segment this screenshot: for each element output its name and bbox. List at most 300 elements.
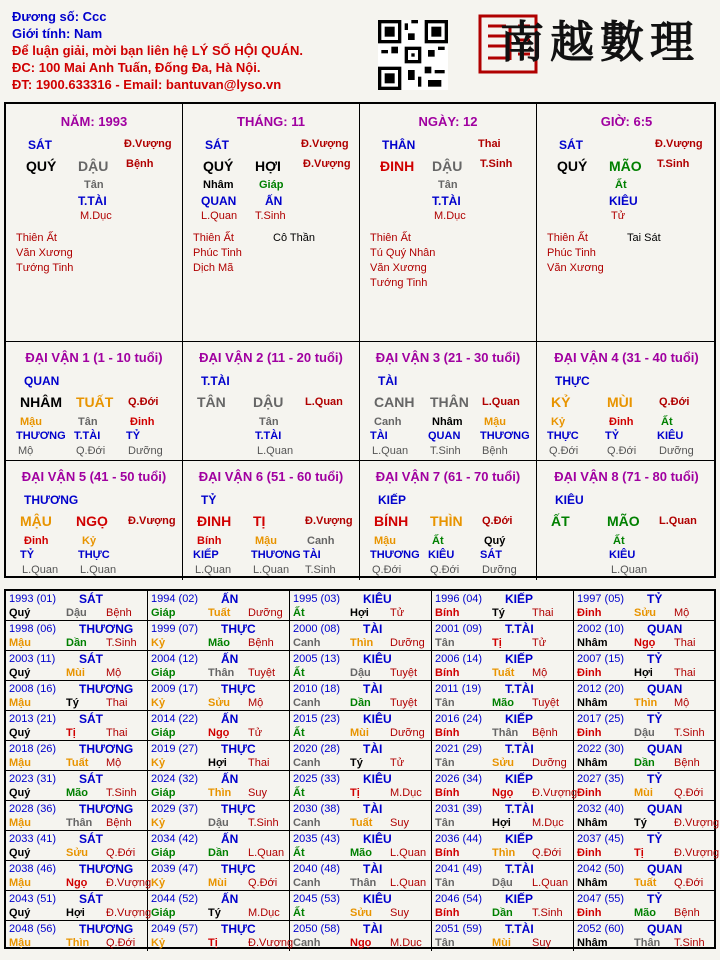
year-stem: Tân xyxy=(435,937,455,949)
year-stage: L.Quan xyxy=(248,847,285,859)
year-stem: Kỷ xyxy=(151,817,166,829)
year-label: 2033 (41) xyxy=(9,833,57,845)
luck-hidden-stage: Dưỡng xyxy=(659,445,694,457)
year-stage: Q.Đới xyxy=(674,877,704,889)
luck-title: ĐẠI VẬN 3 (21 - 30 tuổi) xyxy=(375,350,521,365)
luck-hidden-stage: Mộ xyxy=(18,445,34,457)
year-branch: Mão xyxy=(66,787,88,799)
year-label: 2046 (54) xyxy=(435,893,483,905)
year-stage: M.Dục xyxy=(532,817,564,829)
year-branch: Tý xyxy=(350,757,363,769)
pillar-branch: HỢI xyxy=(255,158,281,174)
pillar-title: THÁNG: 11 xyxy=(237,114,305,129)
year-star: KIÊU xyxy=(363,712,392,726)
pillar-branch: DẬU xyxy=(432,158,463,174)
year-stage: Đ.Vượng xyxy=(532,787,578,799)
year-branch: Tị xyxy=(350,787,360,799)
gender-line: Giới tính: Nam xyxy=(12,26,103,41)
year-branch: Dậu xyxy=(350,667,371,679)
year-label: 2034 (42) xyxy=(151,833,199,845)
year-cell xyxy=(432,771,578,801)
luck-period-2 xyxy=(183,342,360,461)
year-label: 2001 (09) xyxy=(435,623,483,635)
year-stem: Ất xyxy=(293,607,305,619)
luck-hidden-stage: L.Quan xyxy=(372,445,409,457)
year-stem: Canh xyxy=(293,817,321,829)
year-stem: Đinh xyxy=(577,607,602,619)
year-label: 2044 (52) xyxy=(151,893,199,905)
year-label: 2014 (22) xyxy=(151,713,199,725)
year-star: ẤN xyxy=(221,892,239,906)
year-star: THƯƠNG xyxy=(79,682,134,696)
shen-sha-left: Văn Xương xyxy=(370,262,427,274)
year-stage: Bệnh xyxy=(674,757,700,769)
year-star: TỶ xyxy=(647,772,663,786)
luck-hidden-star: KIÊU xyxy=(428,549,455,561)
year-cell xyxy=(432,891,574,921)
luck-hidden-star: TỶ xyxy=(126,430,141,442)
year-star: TÀI xyxy=(363,862,383,876)
luck-hidden-stem: Mậu xyxy=(255,535,277,547)
year-branch: Mão xyxy=(492,697,514,709)
year-branch: Tý xyxy=(492,607,505,619)
year-star: THỰC xyxy=(221,622,256,636)
year-stage: Suy xyxy=(532,937,551,949)
year-cell xyxy=(6,891,152,921)
luck-period-8 xyxy=(537,461,716,580)
address-line: ĐC: 100 Mai Anh Tuấn, Đống Đa, Hà Nội. xyxy=(12,60,261,75)
shen-sha-left: Văn Xương xyxy=(16,247,73,259)
luck-hidden-stage: L.Quan xyxy=(22,564,59,576)
year-cell xyxy=(574,681,714,711)
luck-star: T.TÀI xyxy=(201,374,230,388)
year-stem: Tân xyxy=(435,757,455,769)
year-stem: Đinh xyxy=(577,787,602,799)
year-cell xyxy=(432,741,574,771)
luck-hidden-stage: L.Quan xyxy=(253,564,290,576)
year-branch: Dậu xyxy=(634,727,655,739)
year-stem: Ất xyxy=(293,727,305,739)
year-label: 1996 (04) xyxy=(435,593,483,605)
year-branch: Tuất xyxy=(492,667,515,679)
year-label: 2013 (21) xyxy=(9,713,57,725)
year-cell xyxy=(148,591,290,621)
pillar-star: THÂN xyxy=(382,138,416,152)
year-cell xyxy=(290,771,432,801)
year-stage: Bệnh xyxy=(674,907,700,919)
year-branch: Mùi xyxy=(66,667,85,679)
year-stage: Thai xyxy=(248,757,270,769)
year-cell xyxy=(290,621,432,651)
year-stage: Dưỡng xyxy=(532,757,567,769)
luck-hidden-stage: Q.Đới xyxy=(430,564,460,576)
luck-title: ĐẠI VẬN 2 (11 - 20 tuổi) xyxy=(199,350,343,365)
year-label: 2036 (44) xyxy=(435,833,483,845)
year-stage: Q.Đới xyxy=(106,847,136,859)
year-cell xyxy=(148,711,290,741)
year-cell xyxy=(148,921,294,951)
luck-hidden-stage: Q.Đới xyxy=(607,445,637,457)
year-star: T.TÀI xyxy=(505,742,534,756)
year-cell xyxy=(6,651,148,681)
year-star: QUAN xyxy=(647,802,683,816)
year-branch: Sửu xyxy=(492,757,515,769)
luck-hidden-stage: Dưỡng xyxy=(128,445,163,457)
year-branch: Mùi xyxy=(350,727,369,739)
luck-stage: Đ.Vượng xyxy=(128,515,176,527)
year-star: SÁT xyxy=(79,772,103,786)
year-stem: Đinh xyxy=(577,667,602,679)
luck-hidden-star: KIÊU xyxy=(609,549,636,561)
year-stem: Bính xyxy=(435,727,460,739)
luck-stage: Q.Đới xyxy=(482,515,513,527)
year-label: 1994 (02) xyxy=(151,593,199,605)
luck-branch: TỊ xyxy=(253,513,266,529)
year-star: TÀI xyxy=(363,802,383,816)
year-star: KIÊU xyxy=(363,832,392,846)
shen-sha-right: Tai Sát xyxy=(627,232,661,244)
luck-hidden-stem: Đinh xyxy=(609,416,634,428)
year-cell xyxy=(148,651,290,681)
year-stage: T.Sinh xyxy=(106,637,137,649)
year-stem: Canh xyxy=(293,637,321,649)
year-label: 2005 (13) xyxy=(293,653,341,665)
pillar-1 xyxy=(6,104,183,342)
luck-period-1 xyxy=(6,342,183,461)
year-cell xyxy=(6,591,148,621)
year-cell xyxy=(432,651,574,681)
luck-hidden-stem: Ất xyxy=(613,535,625,547)
hidden-stem-2: Giáp xyxy=(259,179,284,191)
year-cell xyxy=(432,861,574,891)
year-stem: Kỷ xyxy=(151,937,166,949)
year-stem: Đinh xyxy=(577,847,602,859)
year-stem: Quý xyxy=(9,787,31,799)
year-label: 2003 (11) xyxy=(9,653,56,665)
luck-hidden-star: T.TÀI xyxy=(74,430,101,442)
contact-line: Để luận giải, mời bạn liên hệ LÝ SỐ HỘI QUÁN. xyxy=(12,43,303,58)
luck-branch: MÙI xyxy=(607,394,633,410)
pillar-star: SÁT xyxy=(559,138,583,152)
year-label: 2006 (14) xyxy=(435,653,483,665)
year-label: 2031 (39) xyxy=(435,803,483,815)
hidden-stage-2: T.Sinh xyxy=(255,210,286,222)
year-stem: Bính xyxy=(435,907,460,919)
year-stem: Canh xyxy=(293,757,321,769)
year-label: 1999 (07) xyxy=(151,623,199,635)
year-cell xyxy=(574,621,714,651)
pillar-stem: QUÝ xyxy=(26,158,57,174)
luck-hidden-star: THỰC xyxy=(78,549,110,561)
year-star: KIẾP xyxy=(505,712,534,726)
year-branch: Ngọ xyxy=(66,877,88,889)
year-stage: Suy xyxy=(248,787,267,799)
luck-period-4 xyxy=(537,342,716,461)
year-stage: Mộ xyxy=(532,667,548,679)
year-cell xyxy=(148,801,290,831)
year-cell xyxy=(290,741,432,771)
year-stem: Đinh xyxy=(577,727,602,739)
year-star: SÁT xyxy=(79,592,103,606)
year-branch: Dần xyxy=(208,847,229,859)
year-label: 1998 (06) xyxy=(9,623,57,635)
year-cell xyxy=(6,801,148,831)
year-stage: Q.Đới xyxy=(532,847,562,859)
hidden-stage-1: L.Quan xyxy=(201,210,238,222)
year-stage: T.Sinh xyxy=(248,817,279,829)
year-label: 2015 (23) xyxy=(293,713,341,725)
year-cell xyxy=(290,651,432,681)
luck-branch: MÃO xyxy=(607,513,640,529)
year-star: TÀI xyxy=(363,922,383,936)
hidden-stem: Tân xyxy=(84,179,104,191)
luck-hidden-stem: Canh xyxy=(307,535,335,547)
year-stage: M.Dục xyxy=(390,937,422,949)
hidden-star-2: ẤN xyxy=(265,194,283,208)
year-label: 2040 (48) xyxy=(293,863,341,875)
luck-stage: Đ.Vượng xyxy=(305,515,353,527)
luck-star: TỶ xyxy=(201,493,217,507)
year-stem: Kỷ xyxy=(151,697,166,709)
luck-hidden-star: THỰC xyxy=(547,430,579,442)
luck-star: QUAN xyxy=(24,374,60,388)
year-label: 2042 (50) xyxy=(577,863,625,875)
year-stage: Mộ xyxy=(106,757,122,769)
year-label: 2021 (29) xyxy=(435,743,483,755)
year-cell xyxy=(432,681,574,711)
pillar-stage: T.Sinh xyxy=(657,158,690,170)
year-stem: Nhâm xyxy=(577,637,608,649)
owner-line: Đương số: Ccc xyxy=(12,9,107,24)
hidden-stem-1: Nhâm xyxy=(203,179,234,191)
year-branch: Sửu xyxy=(66,847,89,859)
year-stage: Tuyệt xyxy=(532,697,560,709)
pillar-title: NĂM: 1993 xyxy=(60,114,128,129)
pillar-stem: ĐINH xyxy=(380,158,415,174)
year-star: SÁT xyxy=(79,712,103,726)
year-stem: Nhâm xyxy=(577,817,608,829)
year-stem: Quý xyxy=(9,667,31,679)
year-stem: Đinh xyxy=(577,907,602,919)
luck-hidden-stage: L.Quan xyxy=(257,445,294,457)
year-stem: Ất xyxy=(293,847,305,859)
year-branch: Ngọ xyxy=(350,937,372,949)
year-branch: Tị xyxy=(492,637,502,649)
year-stage: Mộ xyxy=(674,607,690,619)
year-cell xyxy=(148,741,290,771)
year-cell xyxy=(6,921,148,951)
year-label: 2041 (49) xyxy=(435,863,483,875)
luck-hidden-star: THƯƠNG xyxy=(480,430,530,442)
year-stage: M.Dục xyxy=(248,907,280,919)
year-label: 2032 (40) xyxy=(577,803,625,815)
luck-stem: MẬU xyxy=(20,513,52,529)
year-stage: Bệnh xyxy=(532,727,558,739)
year-cell xyxy=(574,711,714,741)
luck-hidden-stage: L.Quan xyxy=(611,564,648,576)
year-stage: Tử xyxy=(532,637,547,649)
year-cell xyxy=(6,711,148,741)
year-star: THỰC xyxy=(221,682,256,696)
year-label: 2002 (10) xyxy=(577,623,625,635)
year-star: KIẾP xyxy=(505,772,534,786)
luck-period-3 xyxy=(360,342,537,461)
year-cell xyxy=(432,591,574,621)
year-star: ẤN xyxy=(221,832,239,846)
year-cell xyxy=(148,621,290,651)
year-stem: Canh xyxy=(293,937,321,949)
year-label: 2010 (18) xyxy=(293,683,341,695)
year-branch: Dậu xyxy=(66,607,87,619)
year-cell xyxy=(290,591,432,621)
luck-hidden-stem: Mậu xyxy=(20,416,42,428)
hidden-stage: M.Dục xyxy=(434,210,466,222)
year-branch: Tuất xyxy=(634,877,657,889)
year-cell xyxy=(432,711,574,741)
year-cell xyxy=(290,921,432,951)
year-stage: Dưỡng xyxy=(248,607,283,619)
year-stem: Quý xyxy=(9,847,31,859)
luck-hidden-stem: Canh xyxy=(374,416,402,428)
luck-stem: KỶ xyxy=(551,394,571,410)
luck-stem: NHÂM xyxy=(20,394,62,410)
year-branch: Thân xyxy=(350,877,377,889)
year-stem: Canh xyxy=(293,877,321,889)
year-cell xyxy=(148,771,290,801)
year-stage: Q.Đới xyxy=(106,937,136,949)
luck-stem: BÍNH xyxy=(374,513,409,529)
year-star: TỶ xyxy=(647,832,663,846)
year-stage: Tử xyxy=(390,757,405,769)
year-branch: Thìn xyxy=(350,637,374,649)
year-stage: Tuyệt xyxy=(390,667,418,679)
year-branch: Dần xyxy=(350,697,371,709)
luck-title: ĐẠI VẬN 6 (51 - 60 tuổi) xyxy=(198,469,344,484)
year-stem: Mậu xyxy=(9,877,31,889)
luck-period-5 xyxy=(6,461,183,580)
year-star: THỰC xyxy=(221,802,256,816)
year-star: SÁT xyxy=(79,832,103,846)
year-cell xyxy=(6,681,148,711)
year-stage: Bệnh xyxy=(106,607,132,619)
year-cell xyxy=(574,771,714,801)
year-stem: Giáp xyxy=(151,787,176,799)
yearly-table xyxy=(4,589,720,949)
year-stem: Canh xyxy=(293,697,321,709)
year-cell xyxy=(148,861,290,891)
pillar-title: NGÀY: 12 xyxy=(418,114,478,129)
year-branch: Hợi xyxy=(634,667,653,679)
year-star: THƯƠNG xyxy=(79,862,134,876)
year-star: TỶ xyxy=(647,592,663,606)
luck-hidden-stage: Dưỡng xyxy=(482,564,517,576)
pillar-branch: MÃO xyxy=(609,158,642,174)
hidden-star-1: QUAN xyxy=(201,194,237,208)
year-label: 2019 (27) xyxy=(151,743,199,755)
year-branch: Thân xyxy=(66,817,93,829)
year-stem: Mậu xyxy=(9,757,31,769)
year-star: KIẾP xyxy=(505,892,534,906)
luck-hidden-stem: Mậu xyxy=(374,535,396,547)
year-stem: Tân xyxy=(435,877,455,889)
year-label: 1993 (01) xyxy=(9,593,57,605)
luck-hidden-stem: Kỷ xyxy=(82,535,97,547)
year-label: 2037 (45) xyxy=(577,833,625,845)
pillar-star: SÁT xyxy=(205,138,229,152)
year-label: 2016 (24) xyxy=(435,713,483,725)
year-stage: Q.Đới xyxy=(248,877,278,889)
year-stem: Mậu xyxy=(9,637,31,649)
year-branch: Dậu xyxy=(208,817,229,829)
pillars-grid xyxy=(4,102,716,578)
shen-sha-left: Thiên Ất xyxy=(193,232,234,244)
pillar-3 xyxy=(360,104,537,342)
pillar-phase: Đ.Vượng xyxy=(301,138,349,150)
year-branch: Mão xyxy=(634,907,656,919)
pillar-4 xyxy=(537,104,716,342)
year-stage: T.Sinh xyxy=(674,937,705,949)
luck-hidden-stage: L.Quan xyxy=(195,564,232,576)
year-label: 2027 (35) xyxy=(577,773,625,785)
luck-stem: TÂN xyxy=(197,394,226,410)
year-star: TÀI xyxy=(363,742,383,756)
year-stage: Suy xyxy=(390,817,409,829)
year-stage: Tử xyxy=(390,607,405,619)
luck-stem: CANH xyxy=(374,394,415,410)
hidden-star: KIÊU xyxy=(609,194,638,208)
luck-period-7 xyxy=(360,461,537,580)
year-label: 2025 (33) xyxy=(293,773,341,785)
year-label: 1997 (05) xyxy=(577,593,625,605)
shen-sha-left: Thiên Ất xyxy=(547,232,588,244)
year-stem: Bính xyxy=(435,787,460,799)
luck-hidden-star: THƯƠNG xyxy=(16,430,66,442)
luck-stem: ĐINH xyxy=(197,513,232,529)
year-stage: T.Sinh xyxy=(106,787,137,799)
year-stem: Giáp xyxy=(151,727,176,739)
luck-hidden-star: KIẾP xyxy=(193,549,219,561)
year-cell xyxy=(432,831,574,861)
year-label: 2048 (56) xyxy=(9,923,57,935)
year-branch: Sửu xyxy=(208,697,231,709)
year-stage: L.Quan xyxy=(390,847,427,859)
year-branch: Hợi xyxy=(66,907,85,919)
pillar-stem: QUÝ xyxy=(203,158,234,174)
year-label: 2049 (57) xyxy=(151,923,199,935)
luck-hidden-star: KIÊU xyxy=(657,430,684,442)
luck-hidden-stem: Đinh xyxy=(24,535,49,547)
year-branch: Mùi xyxy=(634,787,653,799)
year-cell xyxy=(290,801,432,831)
year-stem: Tân xyxy=(435,697,455,709)
year-cell xyxy=(290,681,432,711)
year-stage: Bệnh xyxy=(106,817,132,829)
year-cell xyxy=(574,651,714,681)
luck-star: KIẾP xyxy=(378,493,407,507)
pillar-stage: Đ.Vượng xyxy=(303,158,351,170)
year-star: THƯƠNG xyxy=(79,742,134,756)
year-stage: Bệnh xyxy=(248,637,274,649)
year-branch: Mão xyxy=(208,637,230,649)
year-stem: Giáp xyxy=(151,907,176,919)
year-star: TÀI xyxy=(363,682,383,696)
shen-sha-left: Tướng Tinh xyxy=(16,262,74,274)
year-branch: Sửu xyxy=(350,907,373,919)
shen-sha-left: Phúc Tinh xyxy=(193,247,242,259)
luck-title: ĐẠI VẬN 1 (1 - 10 tuổi) xyxy=(25,350,163,365)
year-label: 1995 (03) xyxy=(293,593,341,605)
year-label: 2022 (30) xyxy=(577,743,625,755)
